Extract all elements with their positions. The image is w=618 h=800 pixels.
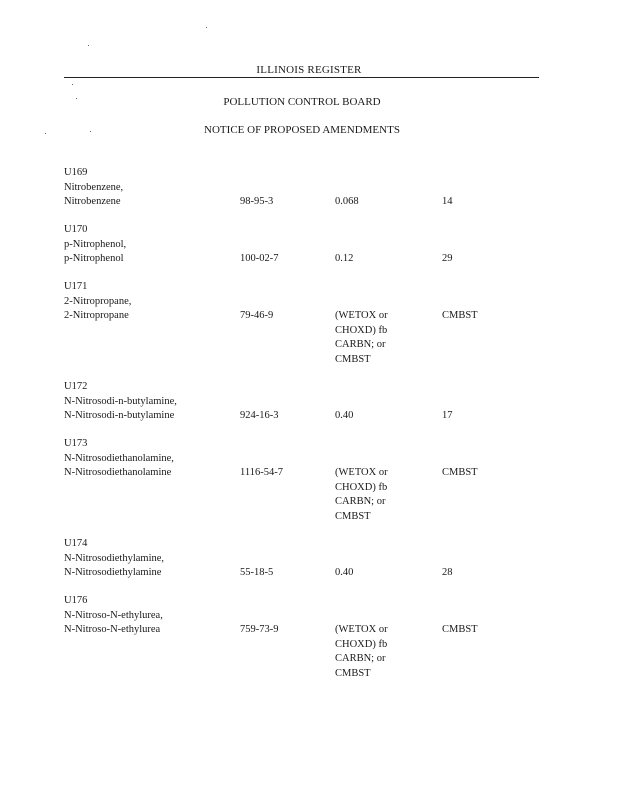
scan-speck (72, 84, 73, 85)
nonwastewater-standard: 28 (442, 567, 453, 578)
waste-code: U176 (64, 595, 88, 606)
common-name: N-Nitrosodiethylamine, (64, 552, 165, 564)
constituent-name: N-Nitrosodiethylamine (64, 567, 162, 578)
wastewater-line: CMBST (335, 667, 371, 679)
wastewater-standard (335, 566, 415, 581)
wastewater-standard (335, 309, 415, 367)
wastewater-line: CHOXD) fb (335, 638, 388, 650)
waste-code: U173 (64, 438, 88, 449)
waste-entry-u176 (64, 594, 544, 679)
board-title: POLLUTION CONTROL BOARD (223, 96, 381, 108)
common-name: 2-Nitropropane, (64, 295, 132, 307)
waste-code: U174 (64, 538, 88, 549)
cas-number: 924-16-3 (240, 410, 279, 421)
scan-speck (206, 27, 207, 28)
wastewater-line: 0.40 (335, 567, 354, 578)
scan-speck (88, 45, 89, 46)
common-name: N-Nitroso-N-ethylurea, (64, 609, 163, 621)
wastewater-line: (WETOX or (335, 467, 388, 478)
constituent-name: p-Nitrophenol (64, 253, 124, 264)
wastewater-line: CHOXD) fb (335, 481, 388, 493)
waste-entry-u174 (64, 537, 544, 581)
wastewater-standard (335, 409, 415, 424)
cas-number: 1116-54-7 (240, 467, 283, 478)
wastewater-line: 0.40 (335, 410, 354, 421)
waste-code: U170 (64, 224, 88, 235)
waste-entry-u172 (64, 380, 544, 424)
wastewater-line: (WETOX or (335, 624, 388, 635)
wastewater-line: 0.068 (335, 196, 359, 207)
wastewater-standard (335, 466, 415, 524)
cas-number: 100-02-7 (240, 253, 279, 264)
wastewater-standard (335, 623, 415, 681)
common-name: N-Nitrosodi-n-butylamine, (64, 395, 177, 407)
nonwastewater-standard: 17 (442, 410, 453, 421)
nonwastewater-standard: 14 (442, 196, 453, 207)
constituent-name: 2-Nitropropane (64, 310, 129, 321)
notice-title: NOTICE OF PROPOSED AMENDMENTS (204, 124, 400, 136)
waste-code: U169 (64, 167, 88, 178)
waste-entry-u173 (64, 437, 544, 522)
waste-entry-u169 (64, 166, 544, 210)
constituent-name: N-Nitroso-N-ethylurea (64, 624, 161, 635)
cas-number: 98-95-3 (240, 196, 274, 207)
wastewater-line: (WETOX or (335, 310, 388, 321)
common-name: p-Nitrophenol, (64, 238, 127, 250)
nonwastewater-standard: CMBST (442, 467, 478, 478)
nonwastewater-standard: 29 (442, 253, 453, 264)
waste-code: U172 (64, 381, 88, 392)
wastewater-standard (335, 195, 415, 210)
cas-number: 79-46-9 (240, 310, 274, 321)
register-title: ILLINOIS REGISTER (256, 64, 362, 76)
cas-number: 759-73-9 (240, 624, 279, 635)
wastewater-standard (335, 252, 415, 267)
header-rule (64, 77, 539, 78)
wastewater-line: CARBN; or (335, 339, 386, 350)
wastewater-line: CARBN; or (335, 496, 386, 507)
wastewater-line: CARBN; or (335, 653, 386, 664)
constituent-name: N-Nitrosodi-n-butylamine (64, 410, 175, 421)
constituent-name: Nitrobenzene (64, 196, 121, 207)
constituent-name: N-Nitrosodiethanolamine (64, 467, 172, 478)
waste-code: U171 (64, 281, 88, 292)
common-name: N-Nitrosodiethanolamine, (64, 452, 174, 464)
waste-entry-u171 (64, 280, 544, 365)
cas-number: 55-18-5 (240, 567, 274, 578)
wastewater-line: 0.12 (335, 253, 354, 264)
wastewater-line: CHOXD) fb (335, 324, 388, 336)
common-name: Nitrobenzene, (64, 181, 124, 193)
wastewater-line: CMBST (335, 510, 371, 522)
waste-entry-u170 (64, 223, 544, 267)
nonwastewater-standard: CMBST (442, 310, 478, 321)
wastewater-line: CMBST (335, 353, 371, 365)
nonwastewater-standard: CMBST (442, 624, 478, 635)
